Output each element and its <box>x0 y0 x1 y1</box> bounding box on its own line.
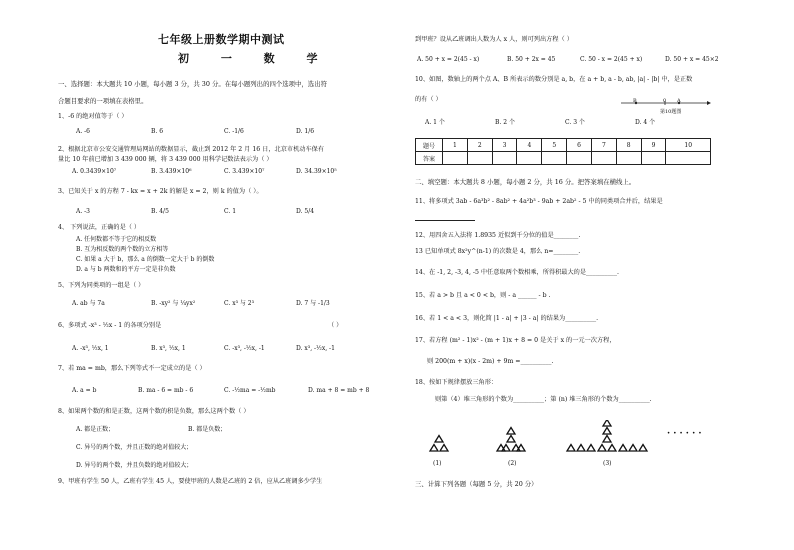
q8-opt-c: C. 异号的两个数，并且正数的绝对值较大； <box>76 444 193 451</box>
q5-opt-b: B. -xy² 与 ¼yx² <box>151 300 196 307</box>
q10-label-a: A <box>677 98 681 104</box>
q2-opt-c: C. 3.439×10⁷ <box>224 168 265 175</box>
q1-opt-b: B. 6 <box>151 128 164 135</box>
answer-table <box>415 138 711 165</box>
q6-stem: 6、多项式 -x³ - ½x - 1 的各项分别是 <box>58 322 162 329</box>
q7-opt-d: D. ma + 8 = mb + 8 <box>308 387 370 394</box>
q18-stem-2: 则第（4）堆三角形的个数为__________；第 (n) 堆三角形的个数为__________. <box>435 396 652 403</box>
q3-opt-d: D. 5/4 <box>296 208 315 215</box>
q10-opt-b: B. 2 个 <box>495 119 515 126</box>
triangle <box>435 436 443 443</box>
q10-stem-1: 10、如图，数轴上的两个点 A、B 所表示的数分别是 a, b，在 a + b, a - b, ab, |a| - |b| 中，是正数 <box>415 76 693 83</box>
triangle <box>603 436 611 443</box>
q10-stem-2: 的有（ ） <box>415 96 442 103</box>
triangle <box>430 445 438 452</box>
q10-opt-d: D. 4 个 <box>635 119 656 126</box>
q11-stem: 11、将多项式 3ab - 6a³b² - 8ab² + 4a²b³ - 9ab + 2ab² - 5 中的同类项合并后，结果是 <box>415 198 663 205</box>
q5-opt-a: A. ab 与 7a <box>72 300 105 307</box>
q4-stem: 4、 下列说法，正确的是（ ） <box>58 224 141 231</box>
answer-num-7: 7 <box>591 139 616 152</box>
answer-num-3: 3 <box>492 139 517 152</box>
q7-stem: 7、若 ma = mb，那么下列等式不一定成立的是（ ） <box>58 365 206 372</box>
answer-cell[interactable] <box>616 152 641 165</box>
answer-table-row-numbers <box>416 139 711 152</box>
q8-opt-a: A. 都是正数； <box>76 426 115 433</box>
answer-cell[interactable] <box>641 152 666 165</box>
triangle <box>603 428 611 435</box>
q2-opt-d: D. 34.39×10⁵ <box>296 168 337 175</box>
q10-label-b: B <box>633 98 637 104</box>
part3-heading: 三、计算下列各题（每题 5 分，共 20 分） <box>415 480 538 488</box>
q4-opt-a: A. 任何数都不等于它的相反数 <box>76 236 157 243</box>
q10-opt-c: C. 3 个 <box>565 119 585 126</box>
q4-opt-d: D. a 与 b 两数和的平方一定是非负数 <box>76 266 176 273</box>
answer-table-head: 题号 <box>416 139 443 152</box>
q1-opt-a: A. -6 <box>76 128 90 135</box>
part1-heading-2: 合题目要求的一项填在表格里。 <box>58 97 148 105</box>
q18-triangle-figure <box>415 420 725 472</box>
q3-opt-c: C. 1 <box>224 208 237 215</box>
q18-label-2: (2) <box>508 460 517 467</box>
q2-stem-2: 量比 10 年前已增加 3 439 000 辆，将 3 439 000 用科学记数法表示为（ ） <box>58 156 273 163</box>
answer-num-4: 4 <box>517 139 542 152</box>
answer-num-2: 2 <box>467 139 492 152</box>
q2-opt-b: B. 3.439×10⁶ <box>151 168 192 175</box>
q18-stem-1: 18、按如下规律摆放三角形： <box>415 379 498 386</box>
q3-opt-b: B. 4/5 <box>151 208 169 215</box>
triangle <box>507 436 515 443</box>
q9-stem: 9、甲班有学生 50 人，乙班有学生 45 人，要使甲班的人数是乙班的 2 倍，应从乙班调多少学生 <box>58 478 323 485</box>
answer-num-10: 10 <box>666 139 711 152</box>
part1-heading: 一、选择题：本大题共 10 小题，每小题 3 分，共 30 分。在每小题列出的四个选项中，选出符 <box>58 80 327 88</box>
q4-opt-b: B. 互为相反数的两个数的立方相等 <box>76 246 169 253</box>
triangle <box>567 445 575 452</box>
q9-continued: 到甲班？设从乙班调出人数为人 x 人，则可列出方程（ ） <box>415 36 573 43</box>
q17-stem-2: 则 200(m + x)(x - 2m) + 9m =__________. <box>427 358 554 365</box>
q6-opt-b: B. x³, ½x, 1 <box>151 345 186 352</box>
q9-opt-b: B. 50 + 2x = 45 <box>507 56 556 63</box>
q1-opt-d: D. 1/6 <box>296 128 315 135</box>
q6-opt-d: D. x³, -½x, -1 <box>296 345 335 352</box>
answer-cell[interactable] <box>517 152 542 165</box>
q6-paren: （ ） <box>328 322 343 329</box>
answer-num-5: 5 <box>542 139 567 152</box>
answer-num-9: 9 <box>641 139 666 152</box>
q18-ellipsis: · · · · · · <box>667 429 702 439</box>
answer-num-8: 8 <box>616 139 641 152</box>
q5-stem: 5、下列为同类项的一组是（ ） <box>58 282 145 289</box>
q8-opt-b: B. 都是负数； <box>188 426 227 433</box>
q3-opt-a: A. -3 <box>76 208 90 215</box>
q8-stem: 8、如果两个数的和是正数，这两个数的积是负数，那么这两个数（ ） <box>58 408 250 415</box>
q9-opt-c: C. 50 - x = 2(45 + x) <box>580 56 643 63</box>
answer-cell[interactable] <box>567 152 592 165</box>
answer-cell[interactable] <box>467 152 492 165</box>
triangle <box>507 428 515 435</box>
answer-cell[interactable] <box>591 152 616 165</box>
q5-opt-d: D. 7 与 -1/3 <box>296 300 330 307</box>
q6-opt-c: C. -x³, -½x, -1 <box>224 345 265 352</box>
q10-opt-a: A. 1 个 <box>425 119 445 126</box>
triangle <box>629 445 637 452</box>
q18-label-1: (1) <box>433 460 442 467</box>
q15-stem: 15、若 a > b 且 a < 0 < b，则 - a ______ - b . <box>415 292 551 299</box>
q7-opt-b: B. ma - 6 = mb - 6 <box>138 387 194 394</box>
triangle <box>603 420 611 426</box>
q7-opt-c: C. -½ma = -½mb <box>224 387 276 394</box>
q18-label-3: (3) <box>603 460 612 467</box>
q12-stem: 12、用四舍五入法将 1.8935 近似到千分位的值是________. <box>415 232 581 239</box>
part2-heading: 二、填空题：本大题共 8 小题，每小题 2 分，共 16 分。把答案填在横线上。 <box>415 178 636 186</box>
answer-cell[interactable] <box>492 152 517 165</box>
answer-num-1: 1 <box>443 139 468 152</box>
triangle <box>587 445 595 452</box>
triangle <box>639 445 647 452</box>
q11-blank[interactable] <box>415 220 475 221</box>
triangle <box>577 445 585 452</box>
q6-opt-a: A. -x³, ½x, 1 <box>72 345 109 352</box>
q10-label-0: 0 <box>663 98 667 104</box>
q2-stem-1: 2、根据北京市公安交通管理局网站的数据显示，截止到 2012 年 2 月 16 日，北京市机动车保有 <box>58 146 325 153</box>
q9-opt-a: A. 50 + x = 2(45 - x) <box>417 56 480 63</box>
q13-stem: 13 已知单项式 8x²y^(n-1) 的次数是 4，那么 n=________. <box>415 248 581 255</box>
q8-opt-d: D. 异号的两个数，并且负数的绝对值较大； <box>76 462 193 469</box>
triangle <box>619 445 627 452</box>
answer-cell[interactable] <box>443 152 468 165</box>
q1-stem: 1、-6 的绝对值等于（ ） <box>58 113 128 120</box>
answer-num-6: 6 <box>567 139 592 152</box>
q2-opt-a: A. 0.3439×10⁷ <box>72 168 117 175</box>
q4-opt-c: C. 如果 a 大于 b，那么 a 的倒数一定大于 b 的倒数 <box>76 256 215 263</box>
q1-opt-c: C. -1/6 <box>224 128 244 135</box>
answer-cell[interactable] <box>666 152 711 165</box>
q17-stem-1: 17、若方程 (m² - 1)x² - (m + 1)x + 8 = 0 是关于 x 的一元一次方程， <box>415 337 616 344</box>
q16-stem: 16、若 1 < a < 3，则化简 |1 - a| + |3 - a| 的结果为__________. <box>415 315 599 322</box>
q5-opt-c: C. x³ 与 2³ <box>224 300 255 307</box>
answer-row-head: 答案 <box>416 152 443 165</box>
page-title: 七年级上册数学期中测试 <box>158 33 285 46</box>
triangle <box>608 445 616 452</box>
q9-opt-d: D. 50 + x = 45×2 <box>665 56 719 63</box>
q14-stem: 14、在 -1, 2, -3, 4, -5 中任意取两个数相乘，所得积最大的是__________. <box>415 269 619 276</box>
triangle <box>598 445 606 452</box>
answer-table-row-answers <box>416 152 711 165</box>
triangle <box>440 445 448 452</box>
q10-figure-caption: 第10题图 <box>660 109 682 115</box>
page-subtitle: 初 一 数 学 <box>178 52 332 65</box>
q7-opt-a: A. a = b <box>72 387 97 394</box>
answer-cell[interactable] <box>542 152 567 165</box>
q3-stem: 3、已知关于 x 的方程 7 - kx = x + 2k 的解是 x = 2，则 k 的值为（ ）。 <box>58 188 263 195</box>
